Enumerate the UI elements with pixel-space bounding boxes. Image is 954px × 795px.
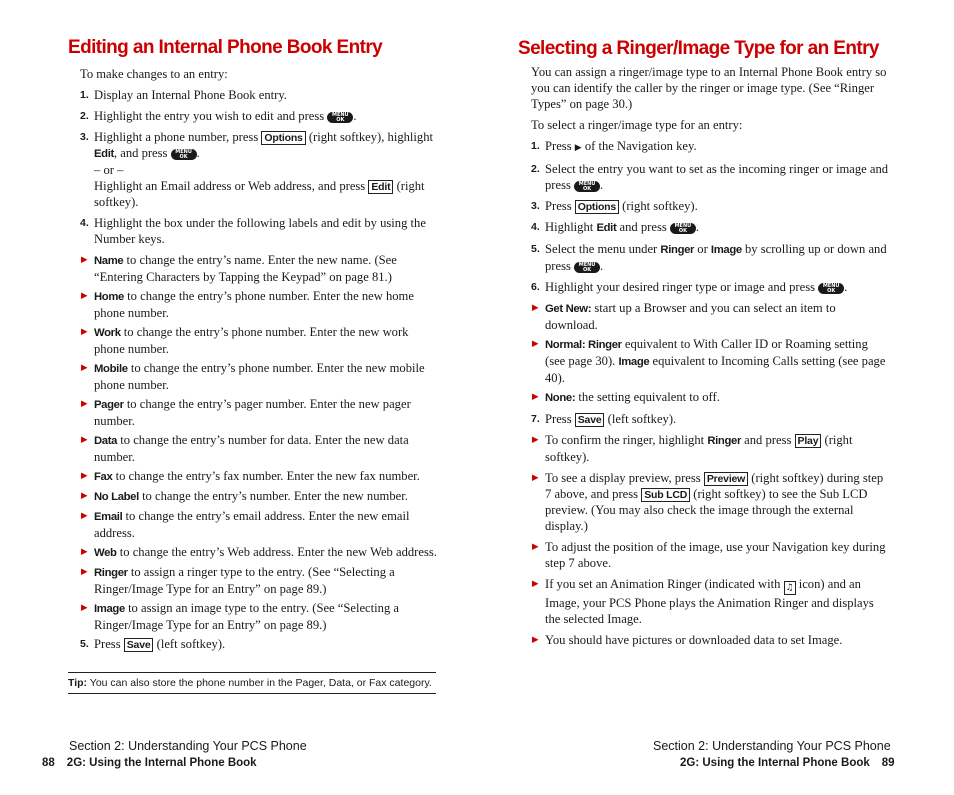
play-softkey: Play	[795, 434, 822, 448]
bullet-item: ▶ Home to change the entry’s phone number. Enter the new home phone number.	[81, 289, 414, 320]
page-number: 88	[42, 757, 55, 769]
step-4: 4. Highlight Edit and press MENU OK .	[531, 220, 700, 234]
bullet-item: ▶ Name to change the entry’s name. Enter the new name. (See “Entering Characters by Tapping the Keypad” on page 81.)	[81, 253, 397, 284]
bullet-icon: ▶	[532, 392, 539, 402]
save-softkey: Save	[124, 638, 154, 652]
tip-text: You can also store the phone number in the Pager, Data, or Fax category.	[89, 677, 432, 689]
step-1: 1. Press ▶ of the Navigation key.	[531, 139, 697, 153]
bullet-adjust-position: ▶ To adjust the position of the image, use your Navigation key during step 7 above.	[532, 540, 886, 570]
bullet-item: ▶ No Label to change the entry’s number. Enter the new number.	[81, 489, 408, 503]
bullet-icon: ▶	[81, 547, 88, 557]
bullet-icon: ▶	[81, 327, 88, 337]
bullet-icon: ▶	[532, 435, 539, 445]
menu-ok-key-icon: MENU OK	[574, 181, 600, 192]
right-content	[531, 64, 889, 651]
footer-chapter	[42, 757, 257, 769]
bullet-icon: ▶	[81, 603, 88, 613]
options-softkey: Options	[575, 200, 619, 214]
step-4	[80, 215, 438, 247]
step-2: 2. Select the entry you want to set as the incoming ringer or image and press MENU OK .	[531, 162, 889, 192]
step-text: Highlight the box under the following labels and edit by using the Number keys.	[94, 216, 426, 246]
step-number: 3.	[531, 200, 540, 212]
menu-ok-key-icon: MENU OK	[327, 112, 353, 123]
bullet-pictures-note: ▶ You should have pictures or downloaded data to set Image.	[532, 633, 843, 647]
tip-box	[68, 672, 436, 694]
bullet-item: ▶ Fax to change the entry’s fax number. Enter the new fax number.	[81, 469, 420, 483]
bullet-get-new: ▶ Get New: start up a Browser and you can select an item to download.	[532, 301, 836, 332]
bullet-icon: ▶	[81, 471, 88, 481]
bullet-item: ▶ Pager to change the entry’s pager number. Enter the new pager number.	[81, 397, 411, 428]
options-softkey: Options	[261, 131, 305, 145]
tip-label: Tip:	[68, 677, 88, 689]
step-7: 7. Press Save (left softkey).	[531, 412, 677, 426]
bullet-icon: ▶	[81, 567, 88, 577]
bullet-icon: ▶	[81, 511, 88, 521]
bullet-icon: ▶	[532, 542, 539, 552]
chapter-title: 2G: Using the Internal Phone Book	[66, 757, 257, 769]
menu-ok-key-icon: MENU OK	[670, 223, 696, 234]
page-title: Selecting a Ringer/Image Type for an Entry	[518, 38, 879, 59]
bullet-icon: ▶	[81, 399, 88, 409]
intro-text: To make changes to an entry:	[80, 67, 228, 81]
intro-text-2: To select a ringer/image type for an entry:	[531, 118, 743, 132]
bullet-item: ▶ Email to change the entry’s email address. Enter the new email address.	[81, 509, 410, 540]
step-number: 1.	[531, 140, 540, 152]
step-text: Highlight the entry you wish to edit and press	[94, 109, 325, 123]
bullet-icon: ▶	[532, 579, 539, 589]
intro-text: You can assign a ringer/image type to an Internal Phone Book entry so you can identify the caller by the ringer or image type. (See “Ringer Types” on page 30.)	[531, 65, 887, 111]
step-number: 7.	[531, 413, 540, 425]
bullet-icon: ▶	[81, 291, 88, 301]
save-softkey: Save	[575, 413, 605, 427]
step-number: 5.	[80, 638, 89, 650]
chapter-title: 2G: Using the Internal Phone Book	[680, 757, 870, 769]
step-number: 3.	[80, 131, 89, 143]
footer-section: Section 2: Understanding Your PCS Phone	[69, 739, 307, 753]
footer-section: Section 2: Understanding Your PCS Phone	[653, 739, 891, 753]
sub-lcd-softkey: Sub LCD	[641, 488, 690, 502]
bullet-icon: ▶	[81, 255, 88, 265]
step-text: Display an Internal Phone Book entry.	[94, 88, 287, 102]
step-number: 4.	[531, 221, 540, 233]
step-2: 2. Highlight the entry you wish to edit and press MENU OK .	[80, 109, 357, 123]
bullet-item: ▶ Mobile to change the entry’s phone number. Enter the new mobile phone number.	[81, 361, 425, 392]
footer-chapter	[680, 757, 895, 769]
menu-ok-key-icon: MENU OK	[818, 283, 844, 294]
step-6: 6. Highlight your desired ringer type or image and press MENU OK .	[531, 280, 848, 294]
step-3: 3. Press Options (right softkey).	[531, 199, 698, 213]
bullet-icon: ▶	[532, 303, 539, 313]
animation-ringer-icon: ♫	[785, 583, 794, 593]
step-number: 1.	[80, 89, 89, 101]
step-number: 6.	[531, 281, 540, 293]
step-number: 2.	[80, 110, 89, 122]
bullet-item: ▶ Data to change the entry’s number for data. Enter the new data number.	[81, 433, 409, 464]
bullet-icon: ▶	[81, 435, 88, 445]
step-3: 3. Highlight a phone number, press Options (right softkey), highlight Edit, and press MENU OK . – or – Highlight an Email address or Web address, and press Edit (right softkey).	[80, 130, 434, 209]
bullet-item: ▶ Web to change the entry’s Web address. Enter the new Web address.	[81, 545, 437, 559]
keyword-edit: Edit	[596, 222, 617, 234]
keyword-ringer: Ringer	[660, 244, 695, 256]
step-number: 5.	[531, 243, 540, 255]
preview-softkey: Preview	[704, 472, 748, 486]
bullet-item: ▶ Image to assign an image type to the entry. (See “Selecting a Ringer/Image Type for an Entry” on page 89.)	[81, 601, 399, 632]
bullet-icon: ▶	[532, 339, 539, 349]
menu-ok-key-icon: MENU OK	[171, 149, 197, 160]
bullet-icon: ▶	[532, 635, 539, 645]
bullet-icon: ▶	[81, 363, 88, 373]
bullet-animation-ringer: ▶ If you set an Animation Ringer (indicated with ♫ icon) and an Image, your PCS Phone plays the Animation Ringer and displays the selected Image.	[532, 577, 874, 626]
bullet-icon: ▶	[81, 491, 88, 501]
page-title: Editing an Internal Phone Book Entry	[68, 37, 383, 58]
step-5: 5. Press Save (left softkey).	[80, 637, 226, 651]
bullet-item: ▶ Ringer to assign a ringer type to the entry. (See “Selecting a Ringer/Image Type for an Entry” on page 89.)	[81, 565, 395, 596]
keyword-edit: Edit	[94, 148, 114, 160]
menu-ok-key-icon: MENU OK	[574, 262, 600, 273]
step-1	[80, 87, 438, 103]
nav-right-icon: ▶	[574, 143, 582, 153]
step-number: 4.	[80, 217, 89, 229]
or-separator: – or –	[94, 163, 124, 177]
right-page	[477, 0, 954, 795]
step-5: 5. Select the menu under Ringer or Image by scrolling up or down and press MENU OK .	[531, 242, 887, 273]
bullet-preview: ▶ To see a display preview, press Preview (right softkey) during step 7 above, and press Sub LCD (right softkey) to see the Sub LCD preview. (You may also check the image through the external display.)	[532, 471, 884, 533]
bullet-item: ▶ Work to change the entry’s phone number. Enter the new work phone number.	[81, 325, 409, 356]
bullet-none: ▶ None: the setting equivalent to off.	[532, 390, 720, 404]
bullet-normal: ▶ Normal: Ringer equivalent to With Caller ID or Roaming setting (see page 30). Image equivalent to Incoming Calls setting (see page 40).	[532, 337, 886, 385]
bullet-icon: ▶	[532, 473, 539, 483]
step-number: 2.	[531, 163, 540, 175]
edit-softkey: Edit	[368, 180, 393, 194]
left-content	[80, 66, 438, 657]
keyword-image: Image	[710, 244, 742, 256]
bullet-confirm-ringer: ▶ To confirm the ringer, highlight Ringer and press Play (right softkey).	[532, 433, 853, 464]
field-bullet-list	[80, 252, 438, 633]
page-number: 89	[881, 757, 895, 769]
